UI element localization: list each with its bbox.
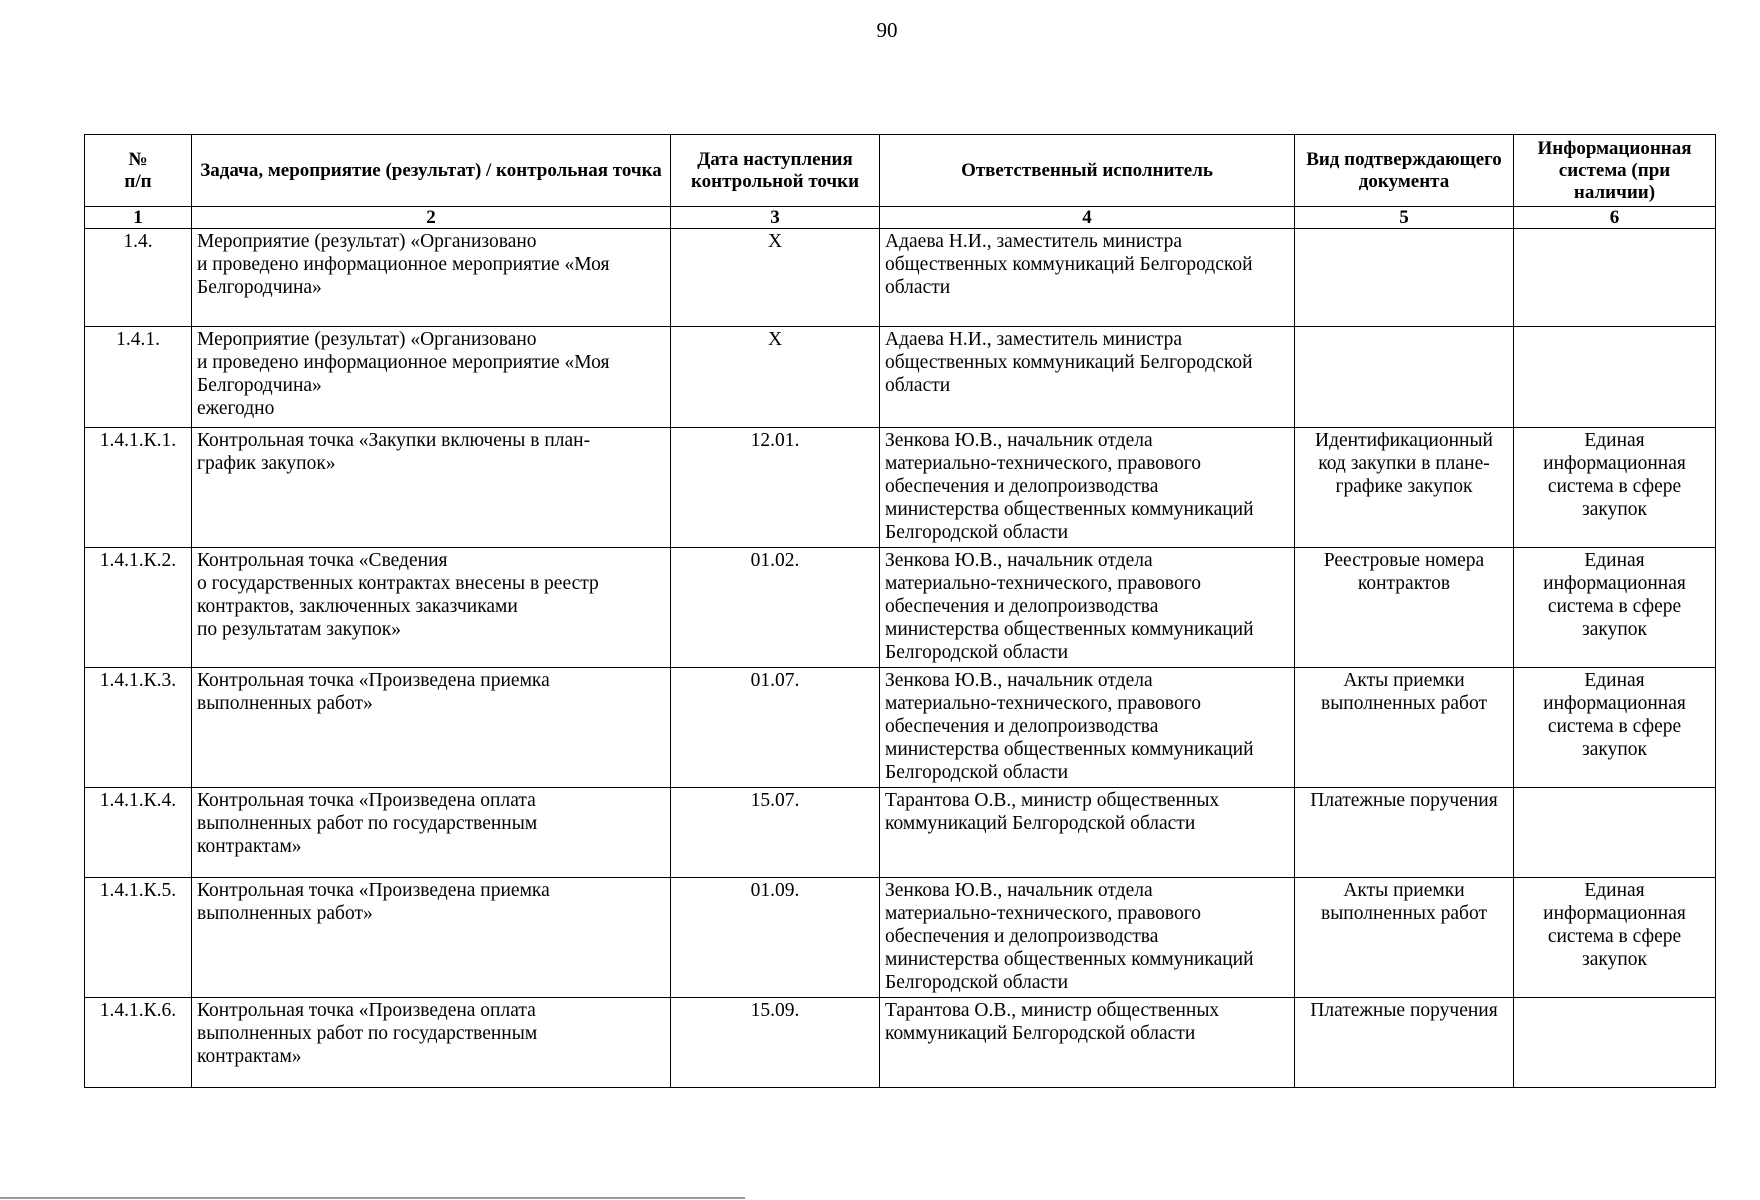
scan-edge-line: [0, 1197, 745, 1199]
cell-text-line: график закупок»: [197, 453, 336, 474]
cell-text-line: Тарантова О.В., министр общественных: [885, 1000, 1220, 1021]
row-number: 1.4.1.К.3.: [85, 668, 192, 788]
column-number: 4: [880, 207, 1295, 229]
cell-text-line: Адаева Н.И., заместитель министра: [885, 329, 1183, 350]
cell-text-line: выполненных работ по государственным: [197, 1023, 538, 1044]
cell-text-line: контрактов, заключенных заказчиками: [197, 596, 518, 617]
table-row: [85, 878, 1716, 998]
cell-text-line: закупок: [1582, 739, 1647, 760]
cell-text-line: информационная: [1543, 453, 1686, 474]
header-doc: Вид подтверждающего документа: [1295, 135, 1514, 207]
task-cell: [192, 668, 671, 788]
cell-text-line: по результатам закупок»: [197, 619, 402, 640]
cell-text-line: информационная: [1543, 693, 1686, 714]
date-cell: 01.02.: [671, 548, 880, 668]
cell-text-line: Зенкова Ю.В., начальник отдела: [885, 550, 1153, 571]
task-cell: [192, 229, 671, 327]
table-row: [85, 998, 1716, 1088]
cell-text-line: материально-технического, правового: [885, 573, 1201, 594]
document-cell: [1295, 327, 1514, 428]
table-row: [85, 327, 1716, 428]
header-num-symbol: №: [128, 148, 148, 170]
cell-text-line: Контрольная точка «Произведена приемка: [197, 880, 550, 901]
document-cell: [1295, 668, 1514, 788]
cell-text-line: обеспечения и делопроизводства: [885, 716, 1159, 737]
task-cell: [192, 428, 671, 548]
cell-text-line: и проведено информационное мероприятие «Моя: [197, 352, 610, 373]
cell-text-line: Контрольная точка «Сведения: [197, 550, 448, 571]
cell-text-line: выполненных работ: [1321, 903, 1487, 924]
cell-text-line: области: [885, 277, 951, 298]
header-num: [85, 135, 192, 207]
cell-text-line: Контрольная точка «Произведена приемка: [197, 670, 550, 691]
responsible-cell: [880, 229, 1295, 327]
cell-text-line: закупок: [1582, 949, 1647, 970]
task-cell: [192, 327, 671, 428]
date-cell: X: [671, 229, 880, 327]
row-number: 1.4.1.К.2.: [85, 548, 192, 668]
cell-text-line: выполненных работ»: [197, 903, 373, 924]
column-number: 3: [671, 207, 880, 229]
system-cell: [1514, 229, 1716, 327]
document-cell: Платежные поручения: [1295, 788, 1514, 878]
cell-text-line: Белгородской области: [885, 972, 1069, 993]
cell-text-line: ежегодно: [197, 398, 275, 419]
row-number: 1.4.1.: [85, 327, 192, 428]
header-task: Задача, мероприятие (результат) / контрольная точка: [192, 135, 671, 207]
cell-text-line: информационная: [1543, 573, 1686, 594]
cell-text-line: общественных коммуникаций Белгородской: [885, 352, 1253, 373]
cell-text-line: закупок: [1582, 499, 1647, 520]
date-cell: 12.01.: [671, 428, 880, 548]
table-header-row: [85, 135, 1716, 207]
cell-text-line: система в сфере: [1547, 716, 1682, 737]
responsible-cell: [880, 668, 1295, 788]
task-cell: [192, 878, 671, 998]
cell-text-line: материально-технического, правового: [885, 903, 1201, 924]
header-date: Дата наступления контрольной точки: [671, 135, 880, 207]
cell-text-line: Зенкова Ю.В., начальник отдела: [885, 880, 1153, 901]
page-number: 90: [876, 18, 898, 42]
cell-text-line: Зенкова Ю.В., начальник отдела: [885, 430, 1153, 451]
system-cell: [1514, 788, 1716, 878]
cell-text-line: Зенкова Ю.В., начальник отдела: [885, 670, 1153, 691]
system-cell: [1514, 327, 1716, 428]
cell-text-line: Единая: [1584, 430, 1645, 451]
responsible-cell: [880, 788, 1295, 878]
cell-text-line: закупок: [1582, 619, 1647, 640]
cell-text-line: Контрольная точка «Произведена оплата: [197, 790, 536, 811]
column-number: 5: [1295, 207, 1514, 229]
cell-text-line: Акты приемки: [1343, 670, 1465, 691]
cell-text-line: система в сфере: [1547, 596, 1682, 617]
table-row: [85, 428, 1716, 548]
cell-text-line: министерства общественных коммуникаций: [885, 739, 1254, 760]
table-row: [85, 668, 1716, 788]
control-points-table: [84, 134, 1716, 1088]
cell-text-line: Белгородской области: [885, 642, 1069, 663]
row-number: 1.4.1.К.6.: [85, 998, 192, 1088]
table-row: [85, 788, 1716, 878]
cell-text-line: о государственных контрактах внесены в реестр: [197, 573, 599, 594]
table-row: [85, 229, 1716, 327]
cell-text-line: Адаева Н.И., заместитель министра: [885, 231, 1183, 252]
header-system: Информационная система (при наличии): [1514, 135, 1716, 207]
cell-text-line: код закупки в плане-: [1318, 453, 1490, 474]
row-number: 1.4.1.К.5.: [85, 878, 192, 998]
cell-text-line: министерства общественных коммуникаций: [885, 949, 1254, 970]
cell-text-line: Идентификационный: [1315, 430, 1493, 451]
cell-text-line: обеспечения и делопроизводства: [885, 926, 1159, 947]
cell-text-line: обеспечения и делопроизводства: [885, 596, 1159, 617]
cell-text-line: материально-технического, правового: [885, 453, 1201, 474]
document-cell: [1295, 548, 1514, 668]
responsible-cell: [880, 428, 1295, 548]
column-number: 2: [192, 207, 671, 229]
system-cell: [1514, 668, 1716, 788]
cell-text-line: министерства общественных коммуникаций: [885, 619, 1254, 640]
system-cell: [1514, 548, 1716, 668]
table-row: [85, 548, 1716, 668]
cell-text-line: система в сфере: [1547, 926, 1682, 947]
system-cell: [1514, 428, 1716, 548]
cell-text-line: Контрольная точка «Закупки включены в план-: [197, 430, 591, 451]
row-number: 1.4.1.К.1.: [85, 428, 192, 548]
cell-text-line: коммуникаций Белгородской области: [885, 813, 1196, 834]
task-cell: [192, 788, 671, 878]
cell-text-line: Единая: [1584, 880, 1645, 901]
document-cell: [1295, 878, 1514, 998]
header-responsible: Ответственный исполнитель: [880, 135, 1295, 207]
date-cell: X: [671, 327, 880, 428]
system-cell: [1514, 998, 1716, 1088]
cell-text-line: общественных коммуникаций Белгородской: [885, 254, 1253, 275]
cell-text-line: контрактам»: [197, 836, 302, 857]
task-cell: [192, 548, 671, 668]
column-number: 1: [85, 207, 192, 229]
system-cell: [1514, 878, 1716, 998]
date-cell: 01.09.: [671, 878, 880, 998]
cell-text-line: контрактов: [1357, 573, 1451, 594]
cell-text-line: обеспечения и делопроизводства: [885, 476, 1159, 497]
responsible-cell: [880, 878, 1295, 998]
cell-text-line: Единая: [1584, 550, 1645, 571]
cell-text-line: Мероприятие (результат) «Организовано: [197, 329, 537, 350]
cell-text-line: материально-технического, правового: [885, 693, 1201, 714]
cell-text-line: Мероприятие (результат) «Организовано: [197, 231, 537, 252]
date-cell: 15.09.: [671, 998, 880, 1088]
task-cell: [192, 998, 671, 1088]
responsible-cell: [880, 548, 1295, 668]
cell-text-line: Белгородской области: [885, 522, 1069, 543]
cell-text-line: коммуникаций Белгородской области: [885, 1023, 1196, 1044]
document-cell: Платежные поручения: [1295, 998, 1514, 1088]
cell-text-line: Белгородской области: [885, 762, 1069, 783]
cell-text-line: Единая: [1584, 670, 1645, 691]
cell-text-line: Контрольная точка «Произведена оплата: [197, 1000, 536, 1021]
document-cell: [1295, 229, 1514, 327]
cell-text-line: выполненных работ: [1321, 693, 1487, 714]
responsible-cell: [880, 998, 1295, 1088]
cell-text-line: контрактам»: [197, 1046, 302, 1067]
cell-text-line: выполненных работ по государственным: [197, 813, 538, 834]
cell-text-line: области: [885, 375, 951, 396]
cell-text-line: Тарантова О.В., министр общественных: [885, 790, 1220, 811]
cell-text-line: Белгородчина»: [197, 277, 322, 298]
row-number: 1.4.1.К.4.: [85, 788, 192, 878]
cell-text-line: Акты приемки: [1343, 880, 1465, 901]
cell-text-line: Белгородчина»: [197, 375, 322, 396]
cell-text-line: Реестровые номера: [1323, 550, 1485, 571]
cell-text-line: графике закупок: [1335, 476, 1473, 497]
responsible-cell: [880, 327, 1295, 428]
date-cell: 15.07.: [671, 788, 880, 878]
cell-text-line: и проведено информационное мероприятие «Моя: [197, 254, 610, 275]
cell-text-line: министерства общественных коммуникаций: [885, 499, 1254, 520]
cell-text-line: система в сфере: [1547, 476, 1682, 497]
row-number: 1.4.: [85, 229, 192, 327]
column-number: 6: [1514, 207, 1716, 229]
table-body: [85, 229, 1716, 1088]
cell-text-line: информационная: [1543, 903, 1686, 924]
column-number-row: [85, 207, 1716, 229]
date-cell: 01.07.: [671, 668, 880, 788]
header-num-pp: п/п: [124, 170, 152, 192]
cell-text-line: выполненных работ»: [197, 693, 373, 714]
document-cell: [1295, 428, 1514, 548]
